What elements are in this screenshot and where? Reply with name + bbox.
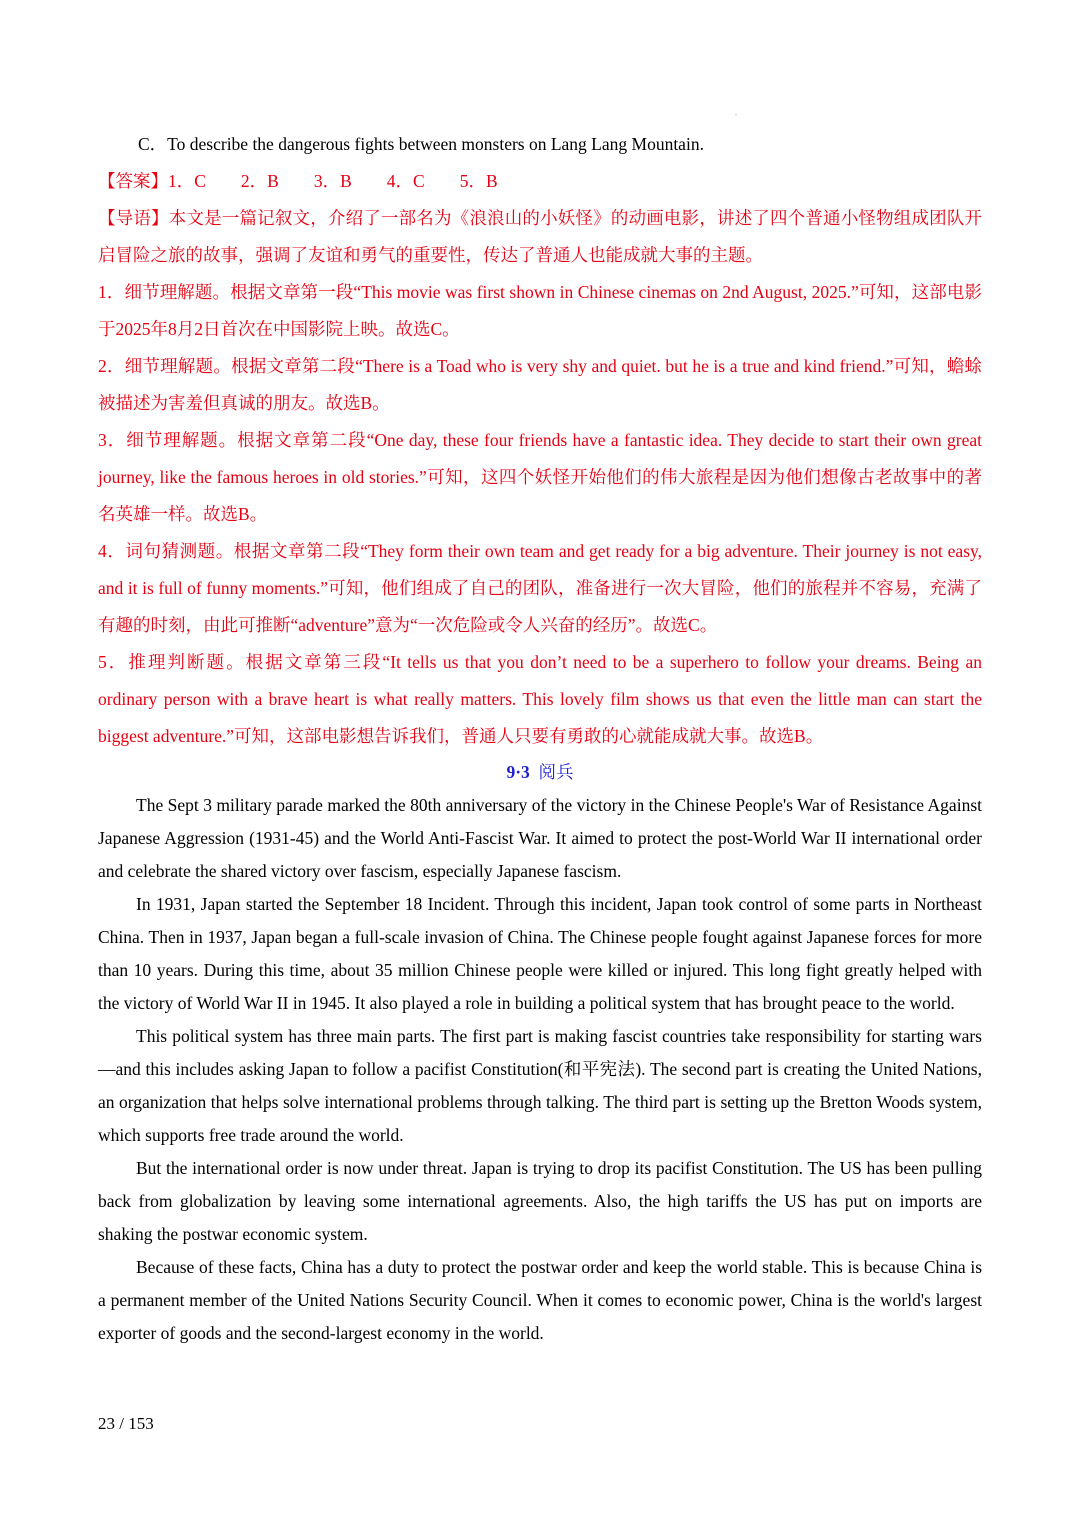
page-number: 23 / 153 [98,1414,154,1433]
answer-section [98,163,982,755]
scan-speck [735,114,737,115]
option-c: C．To describe the dangerous fights between monsters on Lang Lang Mountain. [138,134,704,154]
section-heading [98,755,982,789]
article-body [98,789,982,1350]
article-paragraph-3: This political system has three main parts. The first part is making fascist countries take responsibility for starting wars—and this includes asking Japan to follow a pacifist Constitution(和平宪法). The second part is creating the United Nations, an organization that helps solve international problems through talking. The third part is setting up the Bretton Woods system, which supports free trade around the world. [98,1026,982,1145]
document-page [98,126,982,1350]
explanation-2: 2．细节理解题。根据文章第二段“There is a Toad who is very shy and quiet. but he is a true and kind friend.”可知，蟾蜍被描述为害羞但真诚的朋友。故选B。 [98,356,982,413]
explanation-4: 4．词句猜测题。根据文章第二段“They form their own team and get ready for a big adventure. Their journey is not easy, and it is full of funny moments.”可知，他们组成了自己的团队，准备进行一次大冒险，他们的旅程并不容易，充满了有趣的时刻，由此可推断“adventure”意为“一次危险或令人兴奋的经历”。故选C。 [98,541,982,635]
explanation-5: 5．推理判断题。根据文章第三段“It tells us that you don’t need to be a superhero to follow your dreams. Being an ordinary person with a brave heart is what really matters. This lovely film shows us that even the little man can start the biggest adventure.”可知，这部电影想告诉我们，普通人只要有勇敢的心就能成就大事。故选B。 [98,652,982,746]
section-number: 9·3 [506,762,530,782]
guide-paragraph: 【导语】本文是一篇记叙文，介绍了一部名为《浪浪山的小妖怪》的动画电影，讲述了四个普通小怪物组成团队开启冒险之旅的故事，强调了友谊和勇气的重要性，传达了普通人也能成就大事的主题。 [98,208,982,265]
answer-key: 【答案】1．C 2．B 3．B 4．C 5．B [98,171,498,191]
article-paragraph-1: The Sept 3 military parade marked the 80th anniversary of the victory in the Chinese People's War of Resistance Against Japanese Aggression (1931-45) and the World Anti-Fascist War. It aimed to protect the post-World War II international order and celebrate the shared victory over fascism, especially Japanese fascism. [98,795,982,881]
section-title: 阅兵 [538,762,574,782]
article-paragraph-2: In 1931, Japan started the September 18 Incident. Through this incident, Japan took control of some parts in Northeast China. Then in 1937, Japan began a full-scale invasion of China. The Chinese people fought against Japanese forces for more than 10 years. During this time, about 35 million Chinese people were killed or injured. This long fight greatly helped with the victory of World War II in 1945. It also played a role in building a political system that has brought peace to the world. [98,894,982,1013]
article-paragraph-5: Because of these facts, China has a duty to protect the postwar order and keep the world stable. This is because China is a permanent member of the United Nations Security Council. When it comes to economic power, China is the world's largest exporter of goods and the second-largest economy in the world. [98,1257,982,1343]
explanation-1: 1．细节理解题。根据文章第一段“This movie was first shown in Chinese cinemas on 2nd August, 2025.”可知，这部电影于2025年8月2日首次在中国影院上映。故选C。 [98,282,982,339]
article-paragraph-4: But the international order is now under threat. Japan is trying to drop its pacifist Constitution. The US has been pulling back from globalization by leaving some international agreements. Also, the high tariffs the US has put on imports are shaking the postwar economic system. [98,1158,982,1244]
explanation-3: 3．细节理解题。根据文章第二段“One day, these four friends have a fantastic idea. They decide to start their own great journey, like the famous heroes in old stories.”可知，这四个妖怪开始他们的伟大旅程是因为他们想像古老故事中的著名英雄一样。故选B。 [98,430,982,524]
